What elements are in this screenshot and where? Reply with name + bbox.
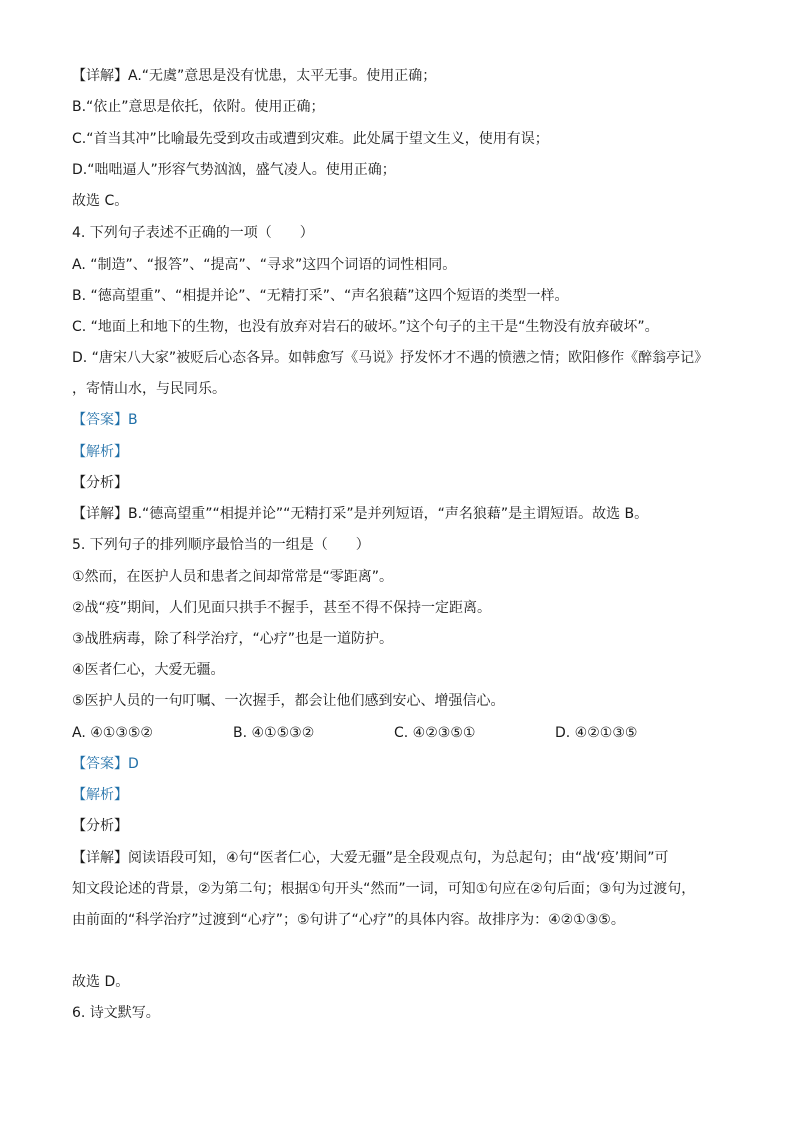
q3-detail-a: 【详解】A.“无虞”意思是没有忧患，太平无事。使用正确； [72,68,437,84]
q3-option-d-explanation: D.“咄咄逼人”形容气势汹汹，盛气凌人。使用正确； [72,162,396,178]
q5-detail-line-1: 【详解】阅读语段可知，④句“医者仁心，大爱无疆”是全段观点句，为总起句；由“战‘疫’期间”可 [72,850,669,866]
q5-stem: 5. 下列句子的排列顺序最恰当的一组是（ ） [72,537,370,553]
q3-option-c-explanation: C.“首当其冲”比喻最先受到攻击或遭到灾难。此处属于望文生义，使用有误； [72,131,549,147]
q5-option-c: C. ④②③⑤① [394,725,476,741]
q3-option-b-explanation: B.“依止”意思是依托，依附。使用正确； [72,99,325,115]
q5-options [72,723,734,743]
q4-analysis-heading: 【解析】 [72,444,128,460]
q5-option-b: B. ④①⑤③② [233,725,315,741]
q4-option-a: A. “制造”、“报答”、“提高”、“寻求”这四个词语的词性相同。 [72,257,457,273]
q5-option-a: A. ④①③⑤② [72,725,153,741]
q4-answer: 【答案】B [72,412,138,428]
q4-option-c: C. “地面上和地下的生物，也没有放弃对岩石的破坏。”这个句子的主干是“生物没有放弃破坏”。 [72,319,659,335]
q5-detail-line-2: 知文段论述的背景，②为第二句；根据①句开头“然而”一词，可知①句应在②句后面；③句为过渡句， [72,881,696,897]
q5-sentence-5: ⑤医护人员的一句叮嘱、一次握手，都会让他们感到安心、增强信心。 [72,693,505,709]
q5-sentence-4: ④医者仁心，大爱无疆。 [72,662,225,678]
q3-choice: 故选 C。 [72,193,129,209]
q5-sentence-3: ③战胜病毒，除了科学治疗，“心疗”也是一道防护。 [72,631,394,647]
q5-analysis-heading: 【解析】 [72,787,128,803]
q5-answer: 【答案】D [72,756,139,772]
q5-fenxi-heading: 【分析】 [72,818,128,834]
q4-fenxi-heading: 【分析】 [72,475,128,491]
q5-choice: 故选 D。 [72,974,130,990]
q5-option-d: D. ④②①③⑤ [555,725,638,741]
q6-stem: 6. 诗文默写。 [72,1005,160,1021]
q4-option-b: B. “德高望重”、“相提并论”、“无精打采”、“声名狼藉”这四个短语的类型一样。 [72,288,569,304]
q5-detail-line-3: 由前面的“科学治疗”过渡到“心疗”；⑤句讲了“心疗”的具体内容。故排序为：④②①③⑤。 [72,912,625,928]
q4-option-d: D. “唐宋八大家”被贬后心态各异。如韩愈写《马说》抒发怀才不遇的愤懑之情；欧阳修作《醉翁亭记》 [72,350,709,366]
q5-sentence-2: ②战“疫”期间，人们见面只拱手不握手，甚至不得不保持一定距离。 [72,600,492,616]
q4-stem: 4. 下列句子表述不正确的一项（ ） [72,225,314,241]
q5-sentence-1: ①然而，在医护人员和患者之间却常常是“零距离”。 [72,569,394,585]
q4-detail: 【详解】B.“德高望重”“相提并论”“无精打采”是并列短语，“声名狼藉”是主谓短语。故选 B。 [72,506,649,522]
q4-option-d-continued: ，寄情山水，与民同乐。 [72,381,226,397]
